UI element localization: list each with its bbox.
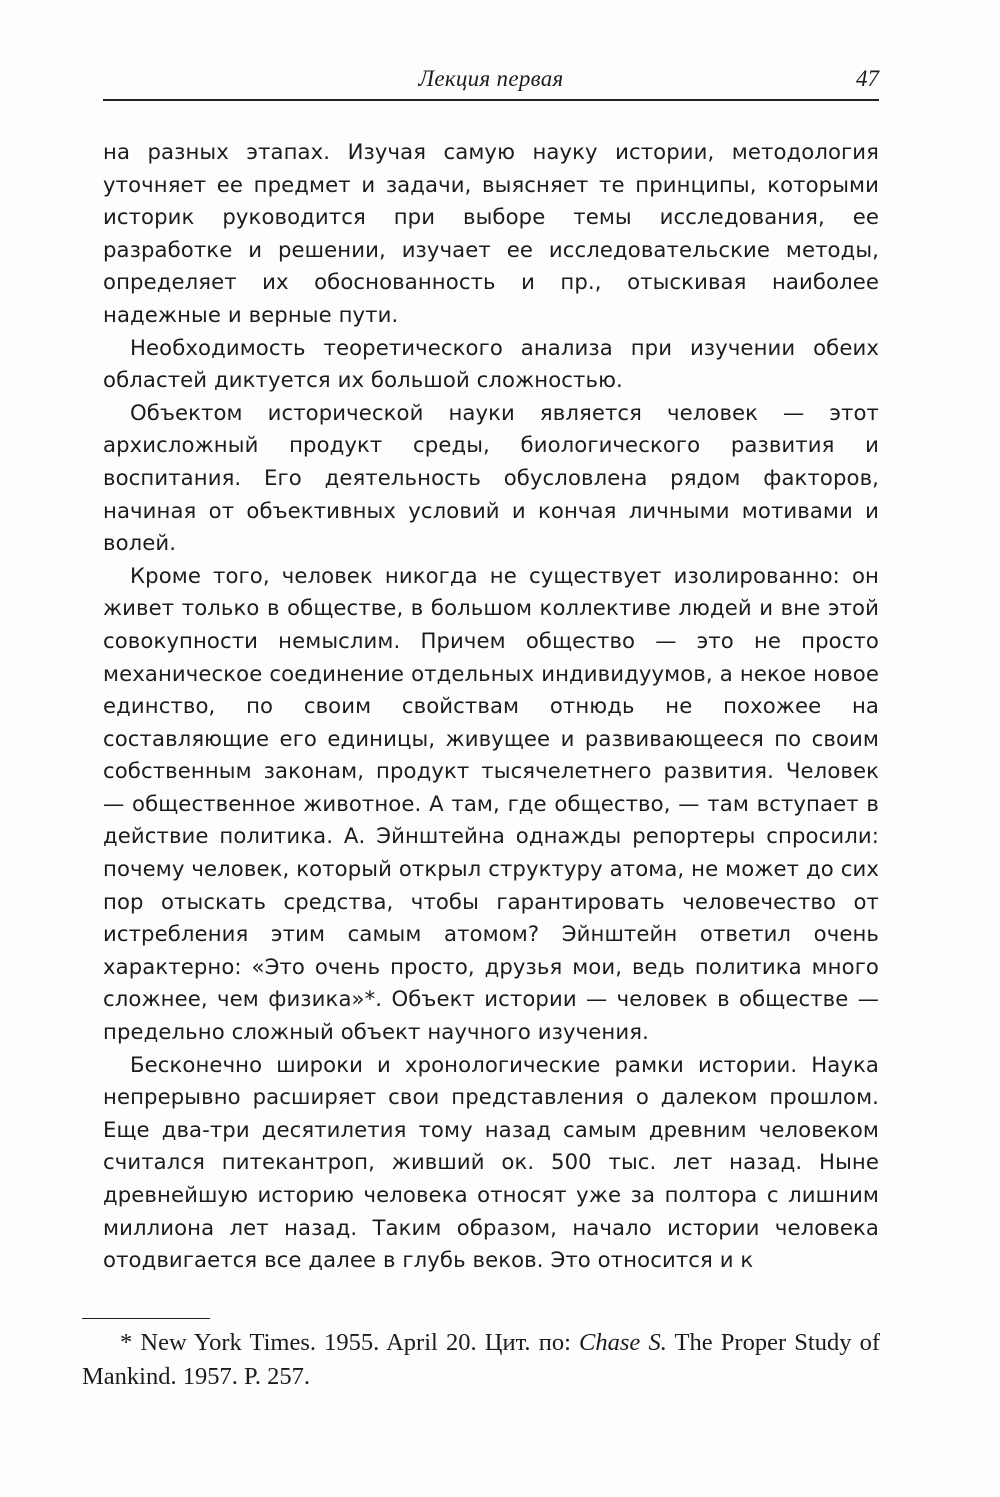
header-rule: [103, 99, 879, 101]
chapter-title: Лекция первая: [418, 66, 564, 91]
footnote-rule: [82, 1318, 210, 1319]
paragraph: Объектом исторической науки является человек — этот архисложный продукт среды, биологического развития и воспитания. Его деятельность обусловлена рядом факторов, начиная от объективных условий и кончая личными мотивами и волей.: [103, 399, 879, 556]
footnote-suffix: The Proper Study of Mankind. 1957. P. 257.: [82, 1329, 881, 1390]
paragraph: Бесконечно широки и хронологические рамки истории. Наука непрерывно расширяет свои представления о далеком прошлом. Еще два-три десятилетия тому назад самым древним человеком считался питекантроп, живший ок. 500 тыс. лет назад. Ныне древнейшую историю человека относят уже за полтора с лишним миллиона лет назад. Таким образом, начало истории человека отодвигается все далее в глубь веков. Это относится и к: [103, 1051, 879, 1273]
footnote: [82, 1326, 880, 1394]
main-text: [103, 136, 879, 1277]
footnote-prefix: * New York Times. 1955. April 20. Цит. по:: [120, 1329, 580, 1356]
paragraph: Необходимость теоретического анализа при изучении обеих областей диктуется их большой сложностью.: [103, 334, 879, 393]
footnote-author: Chase S.: [579, 1329, 667, 1356]
paragraph: на разных этапах. Изучая самую науку истории, методология уточняет ее предмет и задачи, выясняет те принципы, которыми историк руководится при выборе темы исследования, ее разработке и решении, изучает ее исследовательские методы, определяет их обоснованность и пр., отыскивая наиболее надежные и верные пути.: [103, 139, 879, 327]
running-head: [103, 64, 879, 98]
page-number: 47: [856, 66, 879, 91]
paragraph: Кроме того, человек никогда не существует изолированно: он живет только в обществе, в большом коллективе людей и вне этой совокупности немыслим. Причем общество — это не просто механическое соединение отдельных индивидуумов, а некое новое единство, по своим свойствам отнюдь не похожее на составляющие его единицы, живущее и развивающееся по своим собственным законам, продукт тысячелетнего развития. Человек — общественное животное. А там, где общество, — там вступает в действие политика. А. Эйнштейна однажды репортеры спросили: почему человек, который открыл структуру атома, не может до сих пор отыскать средства, чтобы гарантировать человечество от истребления этим самым атомом? Эйнштейн ответил очень характерно: «Это очень просто, друзья мои, ведь политика много сложнее, чем физика»*. Объект истории — человек в обществе — предельно сложный объект научного изучения.: [103, 562, 879, 1045]
